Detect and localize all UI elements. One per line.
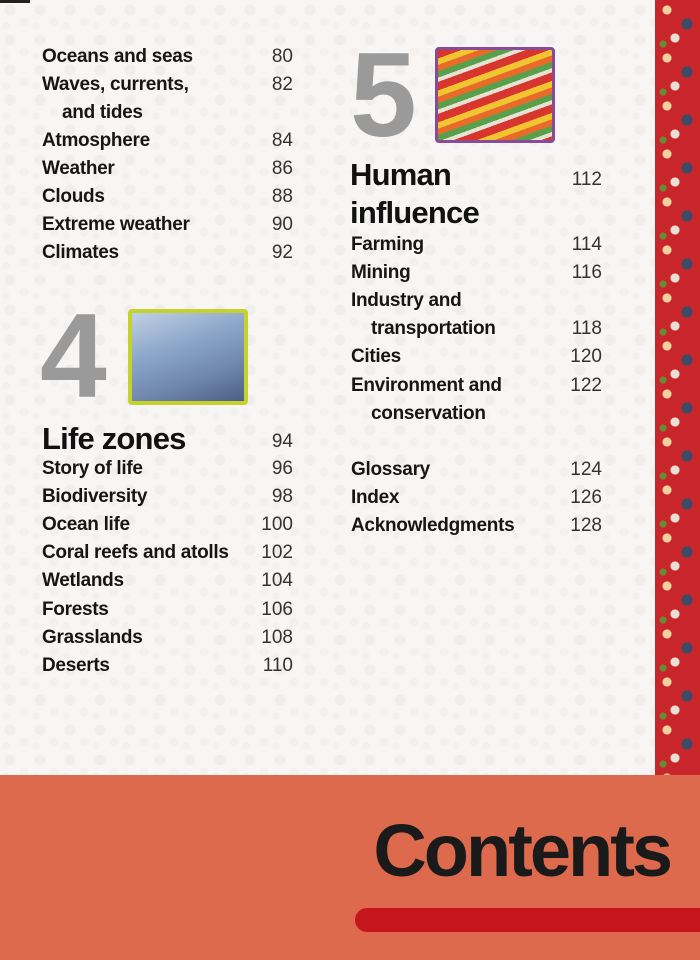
toc-entry-waves-currents-tides[interactable] <box>42 71 189 127</box>
page-number: 90 <box>271 214 293 235</box>
toc-entry-line: conservation <box>371 403 486 424</box>
page-number: 118 <box>571 318 602 339</box>
toc-entry-acknowledgments[interactable]: Acknowledgments <box>351 515 515 536</box>
page-number: 82 <box>271 74 293 95</box>
toc-entry-biodiversity[interactable]: Biodiversity <box>42 486 148 507</box>
section-4-thumbnail <box>128 309 248 405</box>
page-number: 92 <box>271 242 293 263</box>
page-number: 84 <box>271 130 293 151</box>
toc-entry-weather[interactable]: Weather <box>42 158 115 179</box>
page-number: 86 <box>271 158 293 179</box>
toc-entry-industry-transportation[interactable] <box>351 287 496 343</box>
toc-entry-line: and tides <box>62 102 143 123</box>
toc-entry-line: transportation <box>371 318 496 339</box>
toc-entry-farming[interactable]: Farming <box>351 234 424 255</box>
section-title-life-zones[interactable]: Life zones <box>42 421 186 456</box>
page-number: 106 <box>261 599 293 620</box>
page-number: 122 <box>570 375 602 396</box>
page-number: 80 <box>271 46 293 67</box>
page-number: 120 <box>570 346 602 367</box>
toc-entry-atmosphere[interactable]: Atmosphere <box>42 130 150 151</box>
toc-entry-line: Waves, currents, <box>42 74 189 95</box>
page-number: 94 <box>271 431 293 452</box>
toc-entry-glossary[interactable]: Glossary <box>351 459 430 480</box>
page-number: 124 <box>570 459 602 480</box>
toc-entry-cities[interactable]: Cities <box>351 346 401 367</box>
toc-entry-deserts[interactable]: Deserts <box>42 655 110 676</box>
corner-mark <box>0 0 30 3</box>
page-number: 126 <box>570 487 602 508</box>
section-title-line: Human <box>350 157 452 192</box>
toc-entry-extreme-weather[interactable]: Extreme weather <box>42 214 190 235</box>
page-number: 88 <box>271 186 293 207</box>
toc-entry-line: Industry and <box>351 290 462 311</box>
page-number: 108 <box>261 627 293 648</box>
page-number: 100 <box>261 514 293 535</box>
section-5-thumbnail <box>435 47 555 143</box>
toc-entry-environment-conservation[interactable] <box>351 372 502 428</box>
section-title-line: influence <box>350 195 479 230</box>
section-title-human-influence[interactable] <box>350 156 479 232</box>
toc-entry-grasslands[interactable]: Grasslands <box>42 627 143 648</box>
toc-entry-wetlands[interactable]: Wetlands <box>42 570 124 591</box>
toc-entry-ocean-life[interactable]: Ocean life <box>42 514 130 535</box>
page-title: Contents <box>373 809 670 892</box>
page-number: 112 <box>571 169 602 190</box>
toc-entry-story-of-life[interactable]: Story of life <box>42 458 143 479</box>
toc-entry-coral-reefs[interactable]: Coral reefs and atolls <box>42 542 229 563</box>
page-number: 128 <box>570 515 602 536</box>
page-number: 110 <box>262 655 293 676</box>
page-number: 114 <box>571 234 602 255</box>
page-number: 98 <box>271 486 293 507</box>
toc-entry-forests[interactable]: Forests <box>42 599 109 620</box>
section-number: 5 <box>350 28 413 162</box>
toc-entry-clouds[interactable]: Clouds <box>42 186 105 207</box>
toc-entry-oceans-and-seas[interactable]: Oceans and seas <box>42 46 193 67</box>
page-number: 104 <box>261 570 293 591</box>
toc-entry-climates[interactable]: Climates <box>42 242 119 263</box>
toc-entry-index[interactable]: Index <box>351 487 400 508</box>
toc-entry-line: Environment and <box>351 375 502 396</box>
decorative-red-bar <box>355 908 700 932</box>
page-number: 96 <box>271 458 293 479</box>
toc-entry-mining[interactable]: Mining <box>351 262 411 283</box>
section-number: 4 <box>40 289 103 423</box>
page-number: 102 <box>261 542 293 563</box>
page-number: 116 <box>571 262 602 283</box>
